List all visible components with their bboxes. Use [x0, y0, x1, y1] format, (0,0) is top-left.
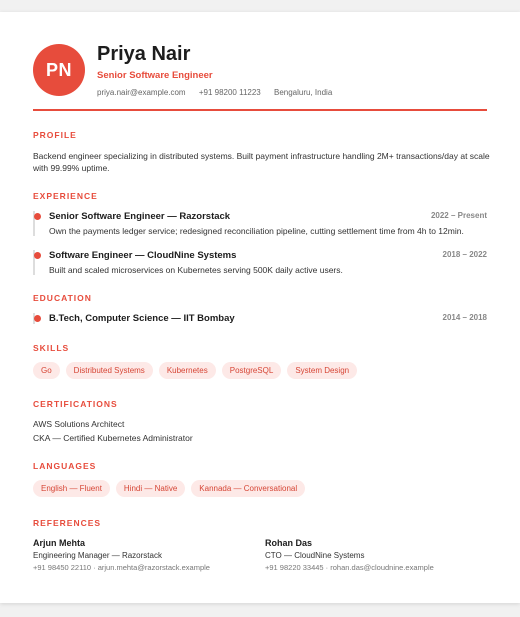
skill-tag: PostgreSQL — [222, 362, 282, 379]
language-tag: Kannada — Conversational — [191, 480, 305, 497]
certification-item: CKA — Certified Kubernetes Administrator — [33, 433, 193, 443]
candidate-title: Senior Software Engineer — [97, 70, 213, 81]
skill-tag: Go — [33, 362, 60, 379]
references-heading: REFERENCES — [33, 518, 102, 528]
experience-item — [33, 250, 487, 275]
email-text[interactable]: priya.nair@example.com — [97, 88, 186, 97]
education-heading: EDUCATION — [33, 293, 92, 303]
header-divider — [33, 109, 487, 111]
reference-name: Rohan Das — [265, 538, 313, 548]
reference-role: CTO — CloudNine Systems — [265, 551, 365, 560]
certification-item: AWS Solutions Architect — [33, 419, 125, 429]
reference-contact[interactable]: +91 98450 22110 · arjun.mehta@razorstack.example — [33, 563, 210, 572]
education-date: 2014 – 2018 — [442, 313, 487, 322]
skill-tag: Kubernetes — [159, 362, 216, 379]
location-text: Bengaluru, India — [274, 88, 333, 97]
reference-name: Arjun Mehta — [33, 538, 86, 548]
candidate-name: Priya Nair — [97, 43, 191, 65]
resume-header — [33, 43, 487, 109]
skills-heading: SKILLS — [33, 343, 70, 353]
timeline-dot — [34, 213, 41, 220]
skill-tag: System Design — [287, 362, 357, 379]
language-tag: Hindi — Native — [116, 480, 185, 497]
avatar: PN — [33, 44, 85, 96]
experience-heading: EXPERIENCE — [33, 191, 98, 201]
profile-text: Backend engineer specializing in distributed systems. Built payment infrastructure handling 2M+ transactions/day at scale with 99.99% uptime. — [33, 151, 490, 173]
skills-tags — [33, 362, 487, 379]
experience-item — [33, 211, 487, 236]
contact-line — [97, 88, 343, 97]
education-title: B.Tech, Computer Science — IIT Bombay — [49, 313, 235, 324]
experience-title: Senior Software Engineer — Razorstack — [49, 211, 231, 222]
languages-heading: LANGUAGES — [33, 461, 97, 471]
certifications-heading: CERTIFICATIONS — [33, 399, 118, 409]
reference-card — [33, 538, 253, 572]
reference-card — [265, 538, 485, 572]
experience-title: Software Engineer — CloudNine Systems — [49, 250, 237, 261]
resume-page — [0, 12, 520, 603]
education-item — [33, 313, 487, 324]
experience-date: 2018 – 2022 — [442, 250, 487, 259]
language-tag: English — Fluent — [33, 480, 110, 497]
reference-role: Engineering Manager — Razorstack — [33, 551, 162, 560]
experience-date: 2022 – Present — [430, 211, 487, 220]
skill-tag: Distributed Systems — [66, 362, 153, 379]
phone-text[interactable]: +91 98200 11223 — [198, 88, 261, 97]
language-tags — [33, 480, 487, 497]
timeline-dot — [34, 252, 41, 259]
profile-heading: PROFILE — [33, 130, 77, 140]
experience-desc: Built and scaled microservices on Kubernetes serving 500K daily active users. — [49, 265, 343, 275]
reference-contact[interactable]: +91 98220 33445 · rohan.das@cloudnine.example — [265, 563, 434, 572]
timeline-dot — [34, 315, 41, 322]
experience-desc: Own the payments ledger service; redesigned reconciliation pipeline, cutting settlement time from 4h to 12min. — [49, 226, 464, 236]
